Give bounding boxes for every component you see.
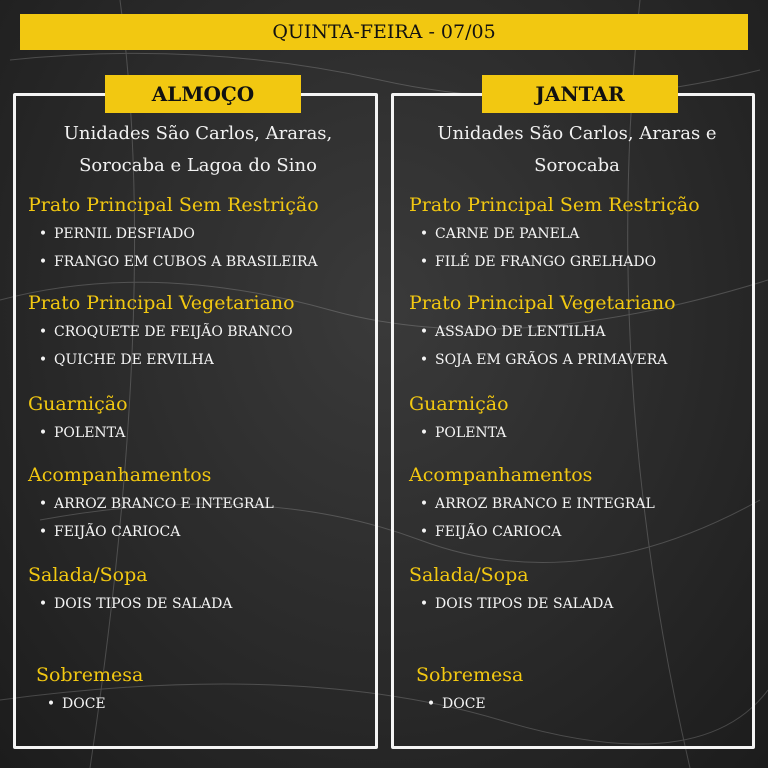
bullet-dot-icon: • (419, 496, 429, 512)
bullet-dot-icon: • (38, 352, 48, 368)
date-banner (20, 14, 748, 50)
dinner-units (404, 118, 750, 182)
menu-item: • CARNE DE PANELA (409, 220, 700, 248)
section-title: Prato Principal Sem Restrição (409, 194, 700, 216)
dinner-label-text: JANTAR (535, 82, 625, 106)
bullet-dot-icon: • (419, 254, 429, 270)
menu-item: • FILÉ DE FRANGO GRELHADO (409, 248, 700, 276)
dinner-label (482, 75, 678, 113)
lunch-section-dessert (36, 662, 143, 718)
bullet-dot-icon: • (419, 596, 429, 612)
dinner-section-salad (409, 562, 613, 618)
dinner-section-main (409, 192, 700, 276)
menu-item: • ARROZ BRANCO E INTEGRAL (409, 490, 655, 518)
menu-item: • ARROZ BRANCO E INTEGRAL (28, 490, 274, 518)
bullet-dot-icon: • (38, 254, 48, 270)
bullet-dot-icon: • (38, 226, 48, 242)
menu-item: • DOIS TIPOS DE SALADA (28, 590, 232, 618)
dinner-units-line: Sorocaba (534, 155, 620, 176)
dinner-units-line: Unidades São Carlos, Araras e (437, 123, 717, 144)
section-title: Sobremesa (416, 664, 524, 686)
section-title: Prato Principal Vegetariano (28, 292, 295, 314)
section-title: Acompanhamentos (28, 464, 212, 486)
dinner-section-dessert (416, 662, 523, 718)
section-title: Salada/Sopa (409, 564, 529, 586)
menu-item: • FEIJÃO CARIOCA (28, 518, 274, 546)
lunch-section-main (28, 192, 319, 276)
bullet-dot-icon: • (38, 524, 48, 540)
menu-item: • SOJA EM GRÃOS A PRIMAVERA (409, 346, 676, 374)
dinner-section-veg (409, 290, 676, 374)
bullet-dot-icon: • (38, 596, 48, 612)
bullet-dot-icon: • (46, 696, 56, 712)
section-title: Prato Principal Sem Restrição (28, 194, 319, 216)
lunch-units-line: Sorocaba e Lagoa do Sino (79, 155, 317, 176)
bullet-dot-icon: • (419, 226, 429, 242)
section-title: Prato Principal Vegetariano (409, 292, 676, 314)
menu-item: • PERNIL DESFIADO (28, 220, 319, 248)
lunch-section-side (28, 391, 128, 447)
menu-item: • FEIJÃO CARIOCA (409, 518, 655, 546)
lunch-section-accompaniments (28, 462, 274, 546)
bullet-dot-icon: • (38, 324, 48, 340)
menu-item: • DOIS TIPOS DE SALADA (409, 590, 613, 618)
menu-item: • DOCE (416, 690, 523, 718)
menu-item: • DOCE (36, 690, 143, 718)
menu-item: • CROQUETE DE FEIJÃO BRANCO (28, 318, 295, 346)
bullet-dot-icon: • (419, 524, 429, 540)
bullet-dot-icon: • (419, 324, 429, 340)
menu-item: • FRANGO EM CUBOS A BRASILEIRA (28, 248, 319, 276)
bullet-dot-icon: • (38, 496, 48, 512)
bullet-dot-icon: • (419, 425, 429, 441)
bullet-dot-icon: • (426, 696, 436, 712)
dinner-section-accompaniments (409, 462, 655, 546)
lunch-section-salad (28, 562, 232, 618)
section-title: Guarnição (409, 393, 509, 415)
lunch-units (28, 118, 368, 182)
bullet-dot-icon: • (419, 352, 429, 368)
section-title: Acompanhamentos (409, 464, 593, 486)
menu-item: • QUICHE DE ERVILHA (28, 346, 295, 374)
menu-item: • POLENTA (28, 419, 128, 447)
lunch-section-veg (28, 290, 295, 374)
dinner-section-side (409, 391, 509, 447)
section-title: Guarnição (28, 393, 128, 415)
lunch-units-line: Unidades São Carlos, Araras, (63, 123, 333, 144)
section-title: Sobremesa (36, 664, 144, 686)
menu-item: • POLENTA (409, 419, 509, 447)
section-title: Salada/Sopa (28, 564, 148, 586)
menu-item: • ASSADO DE LENTILHA (409, 318, 676, 346)
date-title: QUINTA-FEIRA - 07/05 (272, 21, 496, 43)
lunch-label (105, 75, 301, 113)
bullet-dot-icon: • (38, 425, 48, 441)
lunch-label-text: ALMOÇO (151, 82, 255, 106)
